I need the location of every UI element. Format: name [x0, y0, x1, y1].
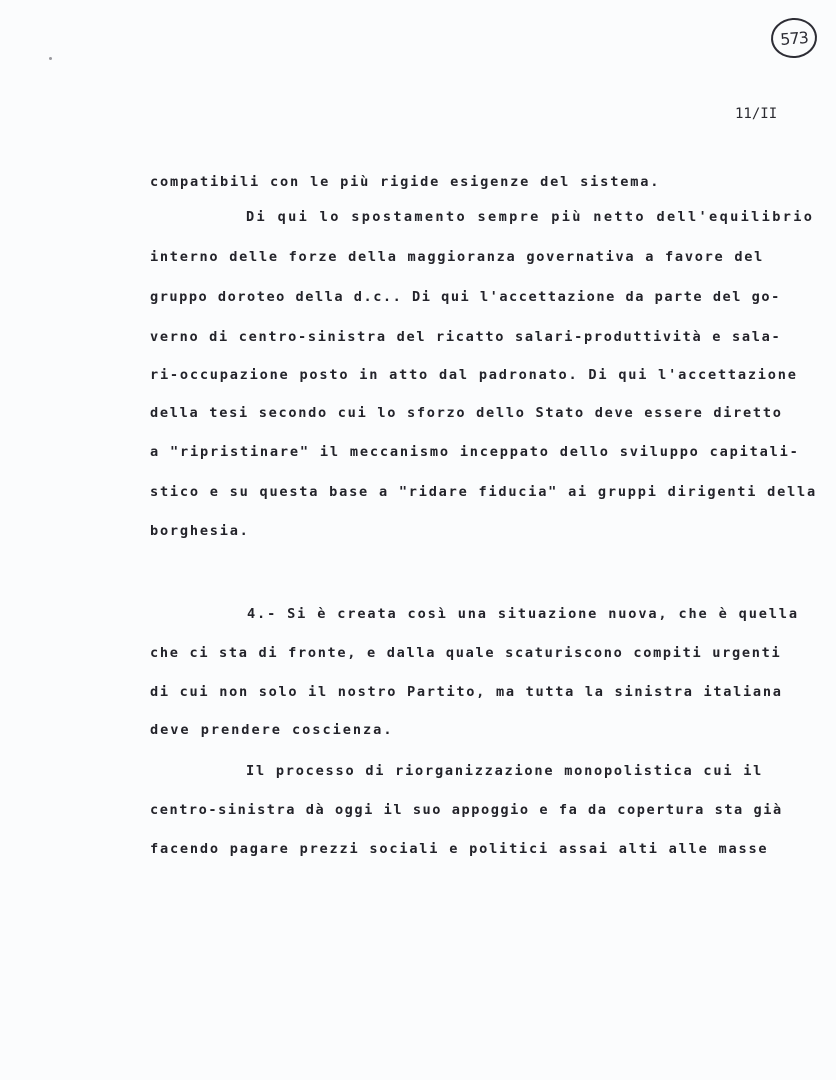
page-number: 11/II: [735, 106, 778, 122]
paper-speck: [49, 57, 52, 60]
text-line: centro-sinistra dà oggi il suo appoggio e fa da copertura sta già: [150, 802, 783, 818]
archive-number-stamp: 573: [770, 16, 819, 59]
text-line: ri-occupazione posto in atto dal padronato. Di qui l'accettazione: [150, 367, 798, 383]
text-line: Il processo di riorganizzazione monopolistica cui il: [246, 763, 764, 779]
text-line: interno delle forze della maggioranza governativa a favore del: [150, 249, 765, 265]
text-line: compatibili con le più rigide esigenze del sistema.: [150, 174, 661, 190]
text-line: a "ripristinare" il meccanismo inceppato dello sviluppo capitali-: [150, 444, 800, 460]
text-line: verno di centro-sinistra del ricatto salari-produttività e sala-: [150, 329, 782, 345]
text-line: gruppo doroteo della d.c.. Di qui l'accettazione da parte del go-: [150, 289, 781, 305]
text-line: 4.- Si è creata così una situazione nuova, che è quella: [247, 606, 799, 622]
text-line: facendo pagare prezzi sociali e politici assai alti alle masse: [150, 841, 769, 857]
text-line: borghesia.: [150, 523, 250, 539]
text-line: che ci sta di fronte, e dalla quale scaturiscono compiti urgenti: [150, 645, 782, 661]
text-line: di cui non solo il nostro Partito, ma tutta la sinistra italiana: [150, 684, 783, 700]
text-line: della tesi secondo cui lo sforzo dello Stato deve essere diretto: [150, 405, 783, 421]
text-line: deve prendere coscienza.: [150, 722, 394, 738]
text-line: Di qui lo spostamento sempre più netto dell'equilibrio: [246, 209, 815, 225]
text-line: stico e su questa base a "ridare fiducia" ai gruppi dirigenti della: [150, 484, 817, 500]
